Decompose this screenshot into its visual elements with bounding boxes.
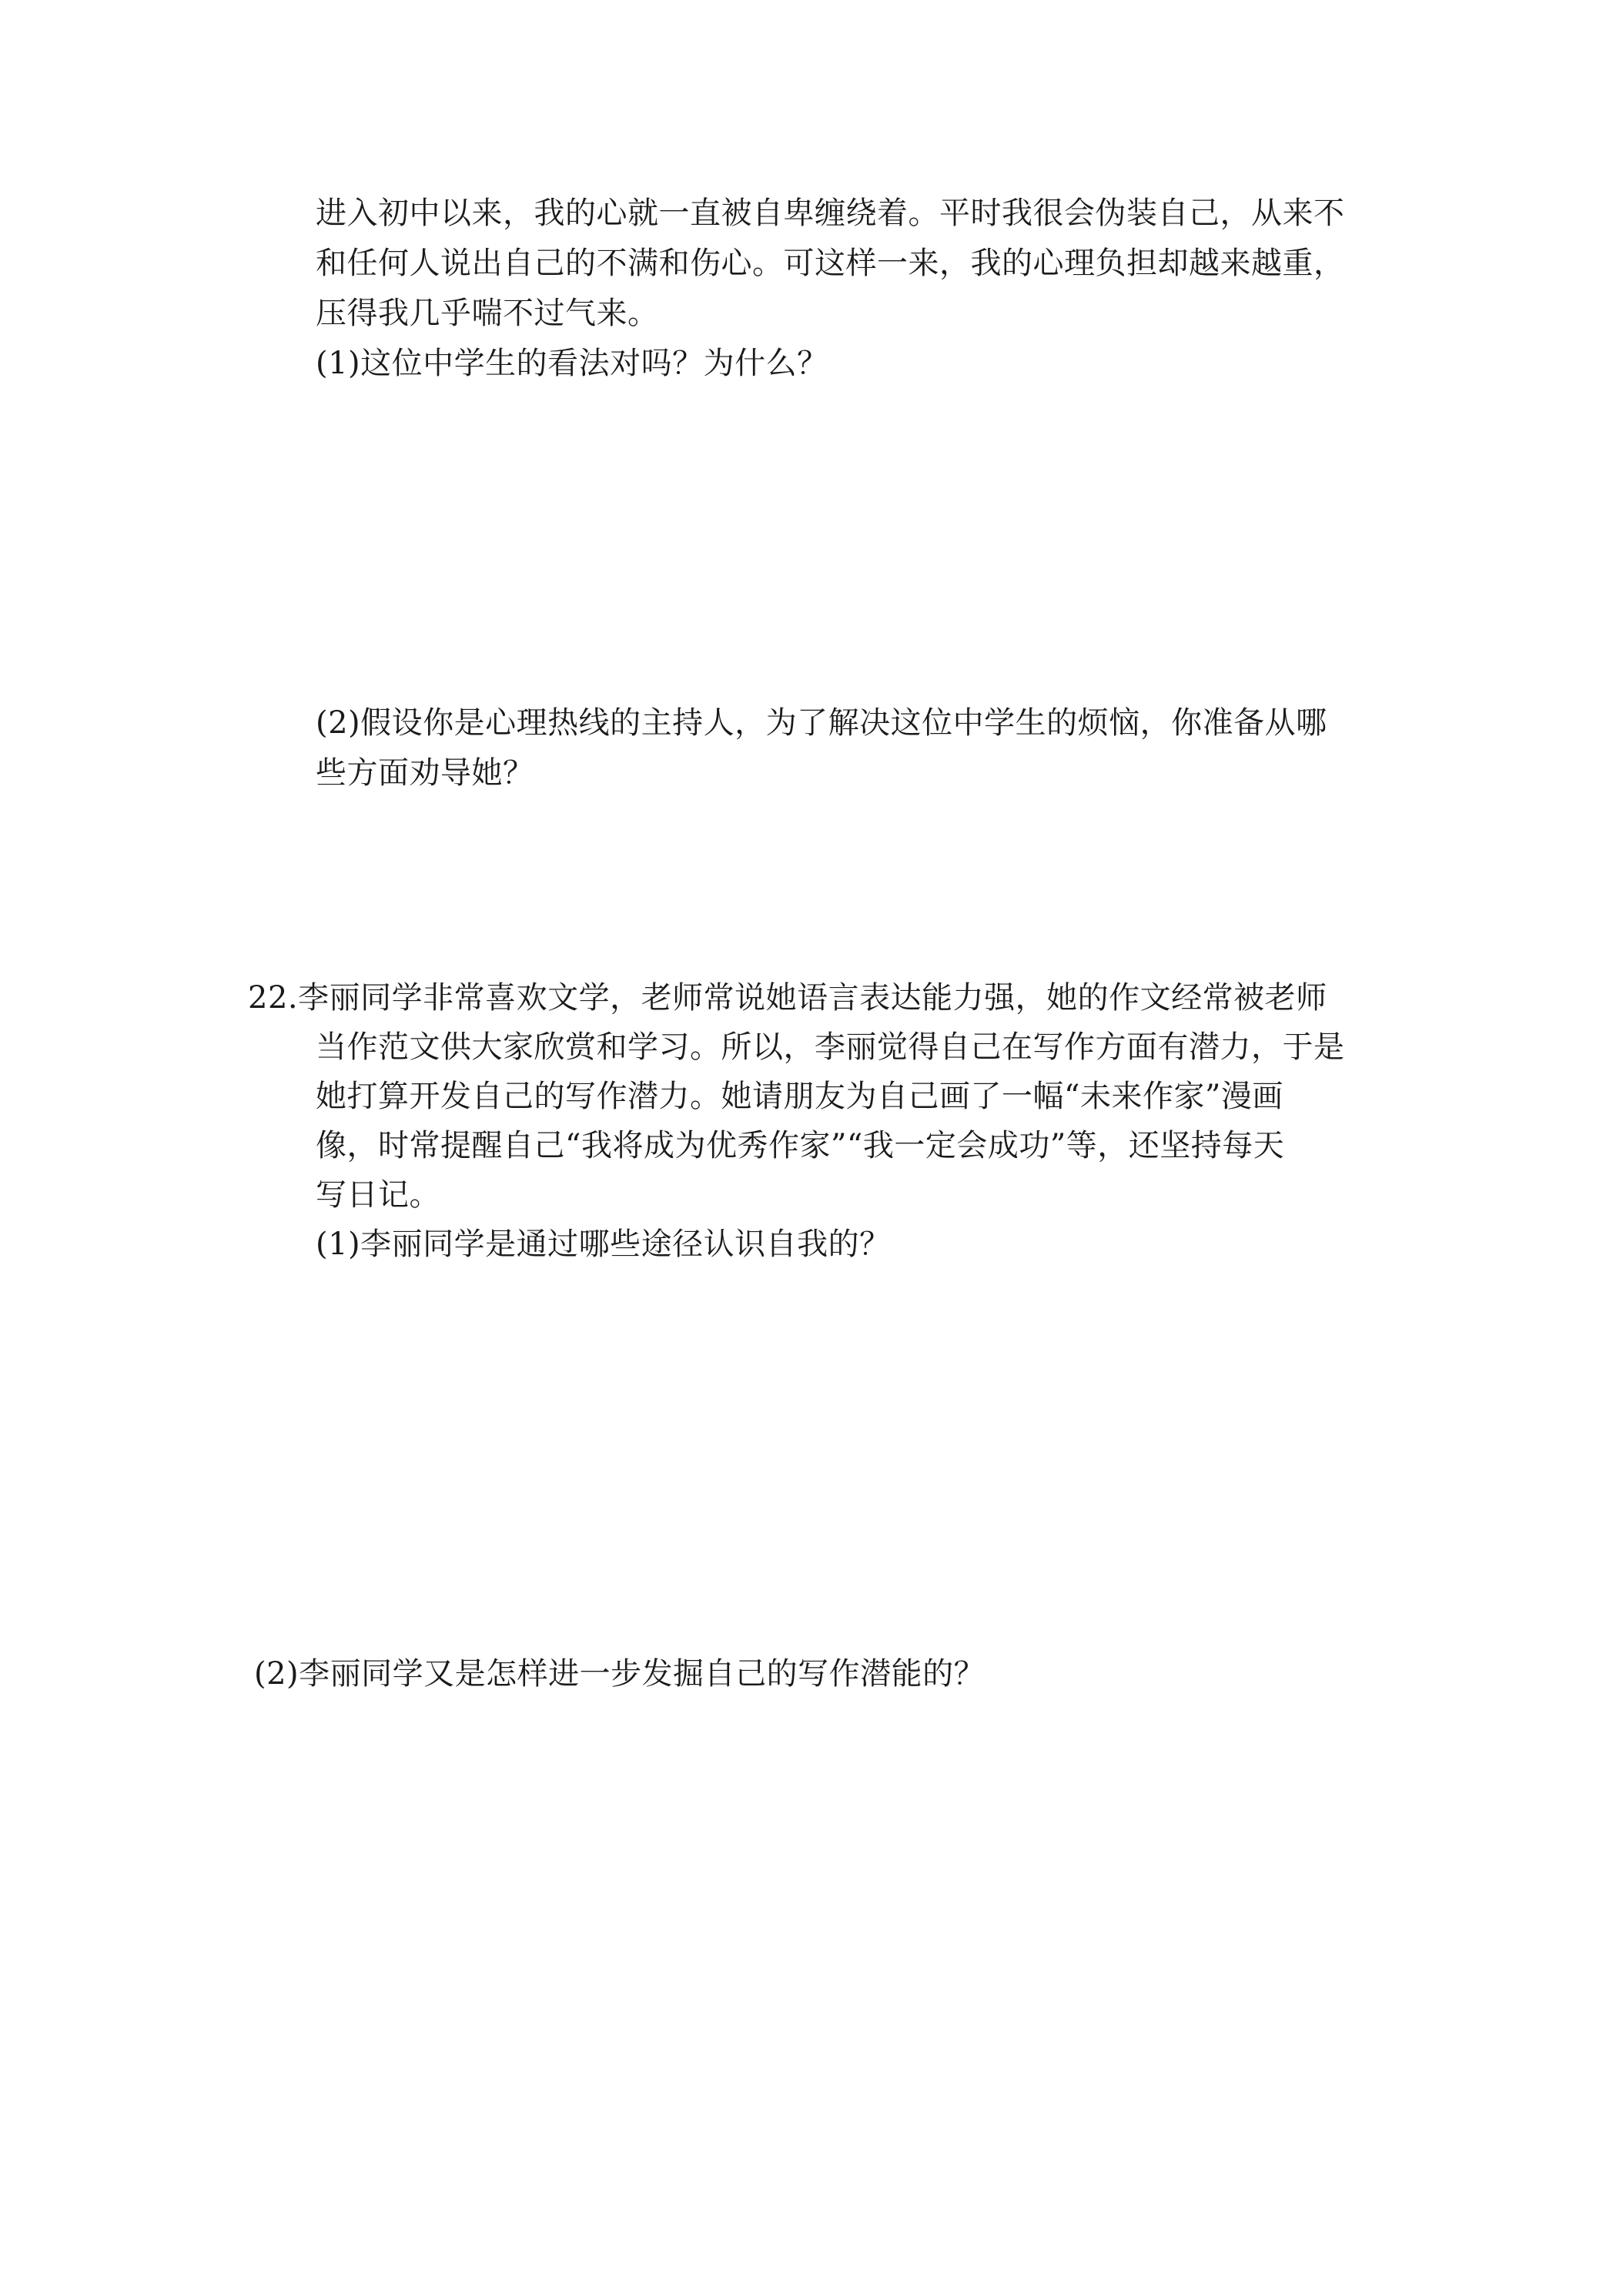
passage-line-2: 和任何人说出自己的不满和伤心。可这样一来，我的心理负担却越来越重， <box>316 246 1345 281</box>
q22-stem-line-2: 当作范文供大家欣赏和学习。所以，李丽觉得自己在写作方面有潜力，于是 <box>316 1029 1345 1065</box>
q22-stem-line-5: 写日记。 <box>316 1177 440 1213</box>
q21-subquestion-2-line-2: 些方面劝导她？ <box>316 755 534 791</box>
passage-line-3: 压得我几乎喘不过气来。 <box>316 296 659 331</box>
passage-line-1: 进入初中以来，我的心就一直被自卑缠绕着。平时我很会伪装自己，从来不 <box>316 196 1345 231</box>
q22-subquestion-2: (2)李丽同学又是怎样进一步发掘自己的写作潜能的？ <box>254 1656 986 1692</box>
q22-stem-line-1: 22.李丽同学非常喜欢文学，老师常说她语言表达能力强，她的作文经常被老师 <box>248 980 1327 1016</box>
q21-subquestion-2-line-1: (2)假设你是心理热线的主持人，为了解决这位中学生的烦恼，你准备从哪 <box>316 705 1327 741</box>
q22-subquestion-1: (1)李丽同学是通过哪些途径认识自我的？ <box>316 1227 891 1262</box>
q22-stem-line-4: 像，时常提醒自己“我将成为优秀作家”“我一定会成功”等，还坚持每天 <box>316 1128 1285 1163</box>
q21-subquestion-1: (1)这位中学生的看法对吗？为什么？ <box>316 346 828 381</box>
q22-stem-line-3: 她打算开发自己的写作潜力。她请朋友为自己画了一幅“未来作家”漫画 <box>316 1079 1283 1114</box>
